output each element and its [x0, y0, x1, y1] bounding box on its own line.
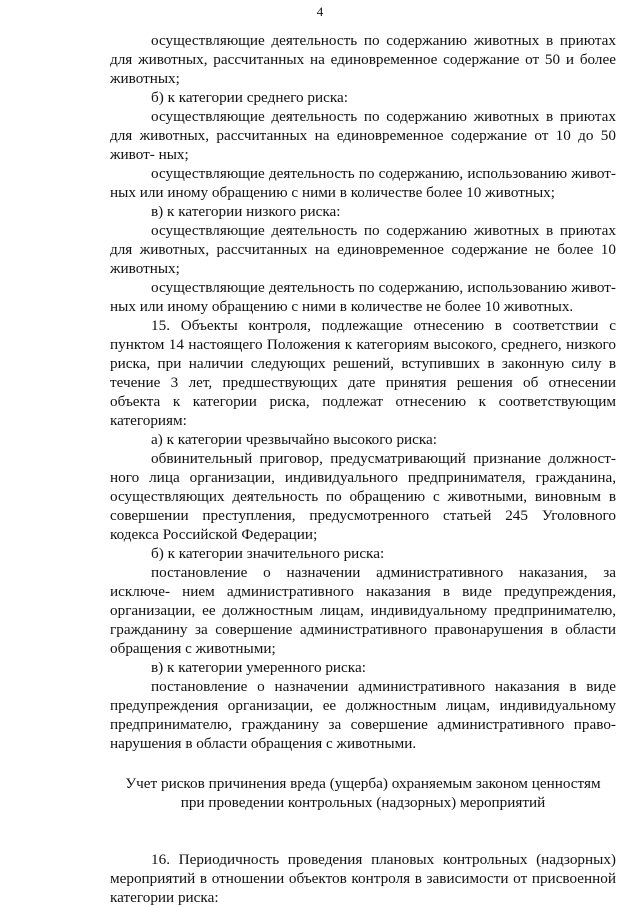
- paragraph-shelters-50: осуществляющие деятельность по содержанию животных в приютах для животных, рассчитанных на единовременное содержание от 50 и более животных;: [110, 32, 616, 87]
- document-body: [110, 31, 616, 907]
- paragraph-item-15: 15. Объекты контроля, подлежащие отнесению в соответствии с пунктом 14 настоящего Положения к категориям высокого, среднего, низкого риска, при наличии следующих решений, вступивших в законную силу в течение 3 лет, предшествующих дате принятия решения об отнесении объекта к категории риска, подлежат отнесению к соответствующим категориям:: [110, 317, 616, 429]
- paragraph-not-more-than-10: осуществляющие деятельность по содержанию, использованию живот- ных или иному обращению с ними в количестве не более 10 животных.: [110, 279, 616, 315]
- paragraph-shelters-up-to-10: осуществляющие деятельность по содержанию животных в приютах для животных, рассчитанных на единовременное содержание не более 10 животных;: [110, 222, 616, 277]
- paragraph-more-than-10: осуществляющие деятельность по содержанию, использованию живот- ных или иному обращению с ними в количестве более 10 животных;: [110, 165, 616, 201]
- section-heading: Учет рисков причинения вреда (ущерба) охраняемым законом ценностям при проведении контрольных (надзорных) мероприятий: [125, 775, 601, 811]
- paragraph-extreme-risk-heading: а) к категории чрезвычайно высокого риска:: [151, 431, 438, 448]
- paragraph-administrative-penalty: постановление о назначении административного наказания, за исключе- нием административного наказания в виде предупреждения, организации, ее должностным лицам, индивидуальному предпринимателю, гражданину за совершение административного правонарушения в области обращения с животными;: [110, 564, 616, 657]
- paragraph-low-risk-heading: в) к категории низкого риска:: [151, 203, 341, 220]
- page-number: 4: [316, 4, 324, 19]
- paragraph-medium-risk-heading: б) к категории среднего риска:: [151, 89, 349, 106]
- paragraph-item-16: 16. Периодичность проведения плановых контрольных (надзорных) мероприятий в отношении объектов контроля в зависимости от присвоенной категории риска:: [110, 851, 616, 906]
- paragraph-guilty-verdict: обвинительный приговор, предусматривающий признание должност- ного лица организации, индивидуального предпринимателя, гражданина, осуществляющих деятельность по обращению с животными, виновным в совершении преступления, предусмотренного статьей 245 Уголовного кодекса Российской Федерации;: [110, 450, 616, 543]
- paragraph-warning-penalty: постановление о назначении административного наказания в виде предупреждения организации, ее должностным лицам, индивидуальному предпринимателю, гражданину за совершение административного право- нарушения в области обращения с животными.: [110, 678, 616, 752]
- paragraph-moderate-risk-heading: в) к категории умеренного риска:: [151, 659, 366, 676]
- paragraph-shelters-10-50: осуществляющие деятельность по содержанию животных в приютах для животных, рассчитанных на единовременное содержание от 10 до 50 живот- ных;: [110, 108, 616, 163]
- paragraph-significant-risk-heading: б) к категории значительного риска:: [151, 545, 385, 562]
